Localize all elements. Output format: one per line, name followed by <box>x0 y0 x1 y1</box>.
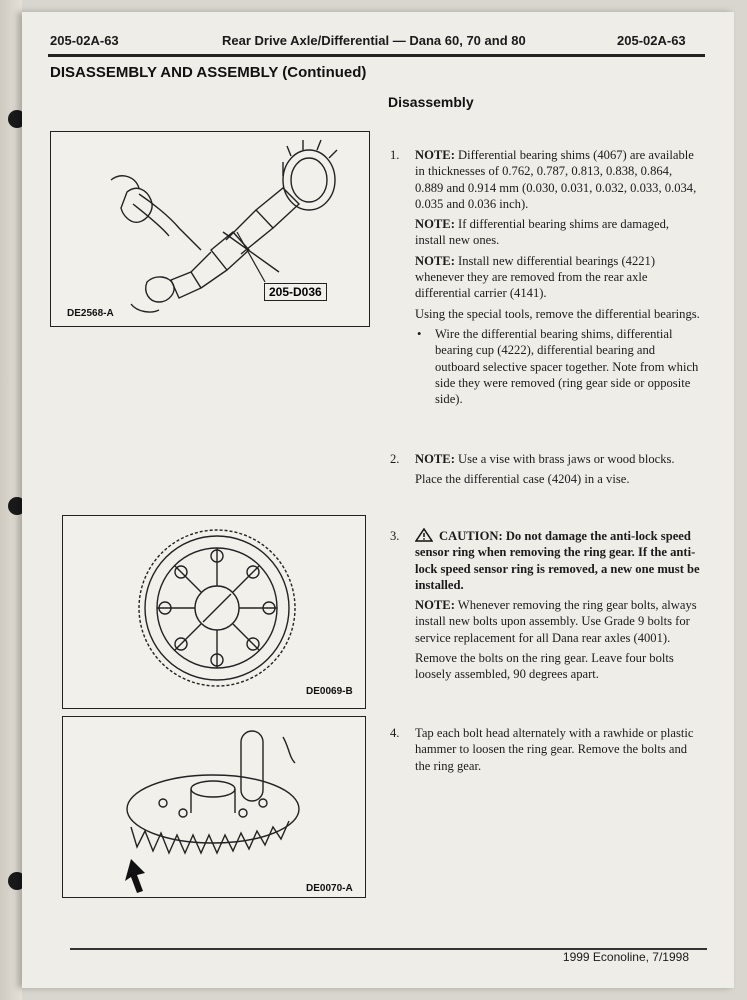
footer-text: 1999 Econoline, 7/1998 <box>562 950 689 964</box>
figure-ring-gear-removal <box>62 716 366 898</box>
step-1-note-3: NOTE: Install new differential bearings (4221) whenever they are removed from the rear axle differential carrier (4141). <box>415 253 656 301</box>
step-number: 2. <box>390 452 400 466</box>
step-1-note-2: NOTE: If differential bearing shims are damaged, install new ones. <box>415 217 670 248</box>
step-1-bullet: • Wire the differential bearing shims, differential bearing cup (4222), differential bearing and outboard selective spacer together. Note from which side they were removed (ring gear side or opposite side). <box>417 326 699 407</box>
step-3-caution: CAUTION: Do not damage the anti-lock speed sensor ring when removing the ring gear. If the anti-lock speed sensor ring is removed, a new one must be installed. <box>415 529 700 592</box>
step-4 <box>390 725 700 785</box>
step-2 <box>390 451 700 511</box>
ring-gear-illustration <box>63 516 365 708</box>
step-1 <box>390 147 700 437</box>
page-header-title: Rear Drive Axle/Differential — Dana 60, 70 and 80 <box>222 33 526 48</box>
header-rule <box>48 54 705 57</box>
figure-bearing-puller <box>50 131 370 327</box>
step-number: 1. <box>390 148 400 162</box>
subheading: Disassembly <box>388 94 474 110</box>
step-3-note: NOTE: Whenever removing the ring gear bolts, always install new bolts upon assembly. Use Grade 9 bolts for service replacement for all Dana rear axles (4001). <box>415 598 697 645</box>
caution-icon <box>415 528 433 542</box>
section-title: DISASSEMBLY AND ASSEMBLY (Continued) <box>50 64 367 81</box>
step-1-note-1: NOTE: Differential bearing shims (4067) are available in thicknesses of 0.762, 0.787, 0.813, 0.838, 0.864, 0.889 and 0.914 mm (0.030, 0.031, 0.032, 0.033, 0.034, 0.035 and 0.036 inch). <box>415 148 697 211</box>
step-number: 3. <box>390 529 400 543</box>
page-number-left: 205-02A-63 <box>50 33 119 48</box>
figure-ring-gear-top <box>62 515 366 709</box>
step-1-instruction: Using the special tools, remove the differential bearings. <box>415 306 700 321</box>
step-2-instruction: Place the differential case (4204) in a vise. <box>415 472 630 487</box>
step-3-instruction: Remove the bolts on the ring gear. Leave four bolts loosely assembled, 90 degrees apart. <box>415 651 674 682</box>
figure-id: DE0069-B <box>306 686 353 697</box>
step-number: 4. <box>390 726 400 740</box>
page-number-right: 205-02A-63 <box>617 33 686 48</box>
figure-id: DE0070-A <box>306 883 353 894</box>
step-2-note: NOTE: Use a vise with brass jaws or wood blocks. <box>415 452 675 466</box>
special-tool-callout: 205-D036 <box>264 283 327 301</box>
step-4-instruction: Tap each bolt head alternately with a rawhide or plastic hammer to loosen the ring gear. Remove the bolts and the ring gear. <box>415 726 694 773</box>
figure-id: DE2568-A <box>67 308 114 319</box>
step-3 <box>390 528 700 708</box>
ring-gear-removal-illustration <box>63 717 365 897</box>
